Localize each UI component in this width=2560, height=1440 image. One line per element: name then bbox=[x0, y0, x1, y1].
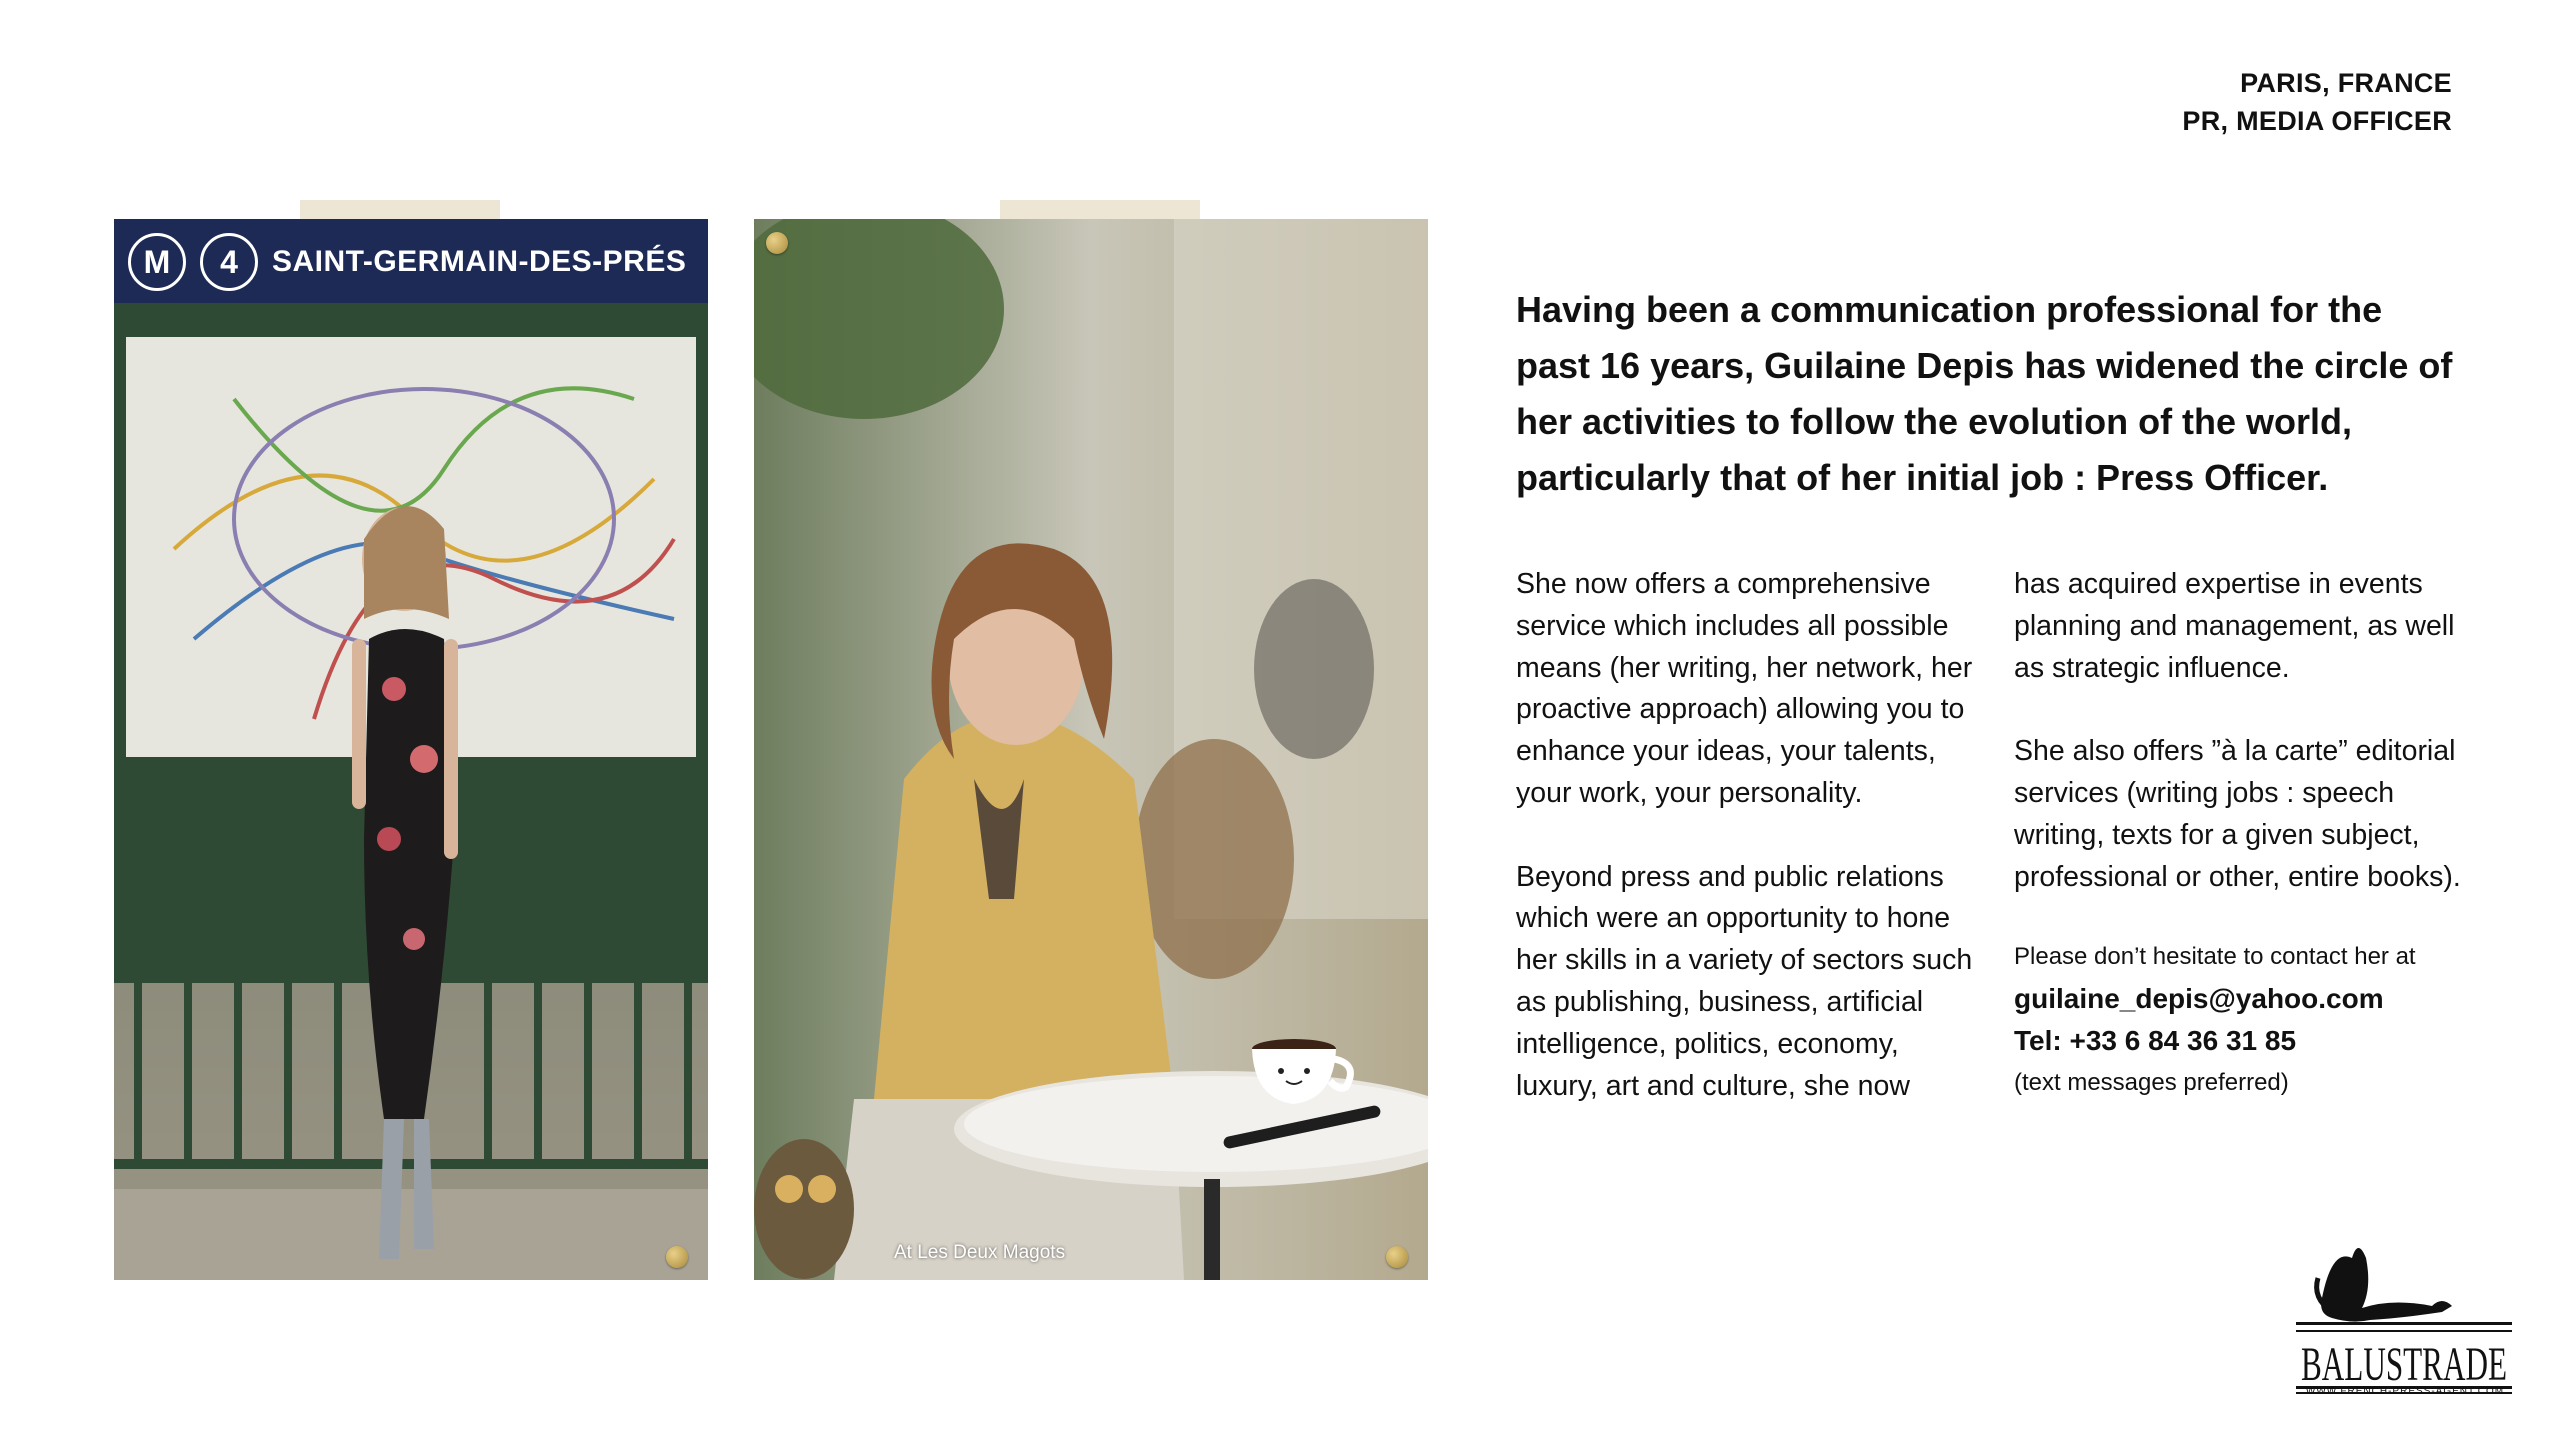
body-paragraph-4: She also offers ”à la carte” editorial services (writing jobs : speech writing, texts for a given subject, professional or other, entire books). bbox=[2014, 735, 2461, 893]
body-paragraph-2: Beyond press and public relations which were an opportunity to hone her skills in a variety of sectors such as publishing, business, artificial intelligence, politics, economy, luxury, art and culture, she now bbox=[1516, 860, 1973, 1102]
photo-caption: At Les Deux Magots bbox=[894, 1242, 1066, 1263]
photo-metro bbox=[114, 219, 708, 1280]
pin-left bbox=[666, 1246, 688, 1268]
pin-right-top bbox=[766, 232, 788, 254]
pin-right-bottom bbox=[1386, 1246, 1408, 1268]
header-location: PARIS, FRANCE bbox=[2240, 68, 2452, 98]
photo-cafe bbox=[754, 219, 1428, 1280]
body-column-2 bbox=[2014, 564, 2474, 1104]
logo-url[interactable]: WWW.FRENCH-PRESS-AGENT.COM bbox=[2305, 1386, 2505, 1397]
photo-metro-illustration bbox=[114, 219, 708, 1280]
intro-paragraph: Having been a communication professional for the past 16 years, Guilaine Depis has widened the circle of her activities to follow the evolution of the world, particularly that of her initial job : Press Officer. bbox=[1516, 289, 2453, 498]
logo-wordmark: BALUSTRADE bbox=[2301, 1338, 2507, 1391]
body-column-1 bbox=[1516, 564, 1986, 1149]
contact-note: (text messages preferred) bbox=[2014, 1069, 2289, 1097]
contact-lead: Please don’t hesitate to contact her at bbox=[2014, 943, 2416, 971]
metro-line-badge: 4 bbox=[200, 233, 258, 291]
metro-sign bbox=[128, 233, 686, 291]
photo-cafe-illustration bbox=[754, 219, 1428, 1280]
cat-icon bbox=[2292, 1228, 2516, 1404]
contact-email[interactable]: guilaine_depis@yahoo.com bbox=[2014, 983, 2384, 1015]
body-paragraph-1: She now offers a comprehensive service which includes all possible means (her writing, her network, her proactive approach) allowing you to enhance your ideas, your talents, your work, your personality. bbox=[1516, 568, 1973, 809]
metro-station-name: SAINT-GERMAIN-DES-PRÉS bbox=[272, 245, 687, 278]
metro-m-badge: M bbox=[128, 233, 186, 291]
header-role: PR, MEDIA OFFICER bbox=[2182, 106, 2452, 136]
body-paragraph-3: has acquired expertise in events planning and management, as well as strategic influence. bbox=[2014, 568, 2455, 684]
balustrade-logo bbox=[2292, 1228, 2516, 1404]
contact-phone[interactable]: Tel: +33 6 84 36 31 85 bbox=[2014, 1025, 2297, 1057]
header bbox=[2182, 64, 2452, 140]
